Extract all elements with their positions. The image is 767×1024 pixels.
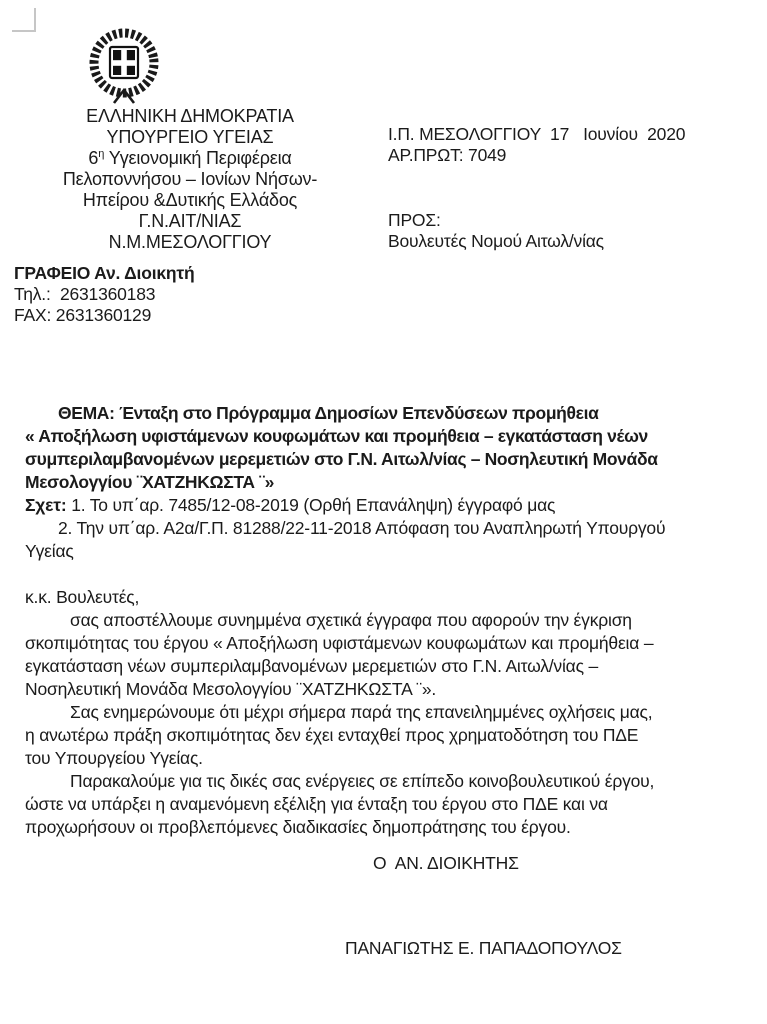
- letterhead-region-line3: Ηπείρου &Δυτικής Ελλάδος: [82, 190, 298, 210]
- signature-name: ΠΑΝΑΓΙΩΤΗΣ Ε. ΠΑΠΑΔΟΠΟΥΛΟΣ: [345, 938, 622, 958]
- body-line: Νοσηλευτική Μονάδα Μεσολογγίου ¨ΧΑΤΖΗΚΩΣΤΑ ¨».: [25, 679, 437, 699]
- letterhead-region: [15, 148, 365, 169]
- letterhead-region-line2: Πελοποννήσου – Ιονίων Νήσων-: [62, 169, 318, 189]
- to-value: Βουλευτές Νομού Αιτωλ/νίας: [388, 231, 604, 251]
- body-line: η ανωτέρω πράξη σκοπιμότητας δεν έχει ενταχθεί προς χρηματοδότηση του ΠΔΕ: [25, 725, 639, 745]
- recipient-block: [388, 210, 604, 252]
- office-fax: FAX: 2631360129: [14, 305, 152, 325]
- body-line: σας αποστέλλουμε συνημμένα σχετικά έγγραφα που αφορούν την έγκριση: [70, 610, 632, 630]
- letterhead-hospital: Γ.Ν.ΑΙΤ/ΝΙΑΣ: [138, 211, 242, 231]
- related-line: Υγείας: [25, 541, 74, 561]
- salutation: κ.κ. Βουλευτές,: [25, 587, 140, 607]
- subject-line: « Αποξήλωση υφιστάμενων κουφωμάτων και προμήθεια – εγκατάσταση νέων: [25, 426, 648, 446]
- crop-corner-mark: [12, 8, 36, 32]
- region-name: Υγειονομική Περιφέρεια: [104, 148, 292, 168]
- body-line: Παρακαλούμε για τις δικές σας ενέργειες σε επίπεδο κοινοβουλευτικού έργου,: [70, 771, 655, 791]
- letterhead-unit: Ν.Μ.ΜΕΣΟΛΟΓΓΙΟΥ: [108, 232, 272, 252]
- letterhead: [15, 106, 365, 253]
- body-line: Σας ενημερώνουμε ότι μέχρι σήμερα παρά της επανειλημμένες οχλήσεις μας,: [70, 702, 653, 722]
- subject-line: Μεσολογγίου ¨ΧΑΤΖΗΚΩΣΤΑ ¨»: [25, 472, 275, 492]
- to-label: ΠΡΟΣ:: [388, 210, 441, 230]
- protocol-number: ΑΡ.ΠΡΩΤ: 7049: [388, 145, 507, 165]
- office-title: ΓΡΑΦΕΙΟ Αν. Διοικητή: [14, 263, 195, 283]
- body-line: ώστε να υπάρξει η αναμενόμενη εξέλιξη για ένταξη του έργου στο ΠΔΕ και να: [25, 794, 608, 814]
- subject-line: ΘΕΜΑ: Ένταξη στο Πρόγραμμα Δημοσίων Επενδύσεων προμήθεια: [58, 403, 599, 423]
- greek-coat-of-arms-icon: [86, 27, 162, 112]
- body-line: σκοπιμότητας του έργου « Αποξήλωση υφιστάμενων κουφωμάτων και προμήθεια –: [25, 633, 654, 653]
- body-line: εγκατάσταση νέων συμπεριλαμβανομένων μερεμετιών στο Γ.Ν. Αιτωλ/νίας –: [25, 656, 599, 676]
- letterhead-republic: ΕΛΛΗΝΙΚΗ ΔΗΜΟΚΡΑΤΙΑ: [86, 106, 294, 126]
- subject-line: συμπεριλαμβανομένων μερεμετιών στο Γ.Ν. Αιτωλ/νίας – Νοσηλευτική Μονάδα: [25, 449, 658, 469]
- related-item1: 1. Το υπ΄αρ. 7485/12-08-2019 (Ορθή Επανάληψη) έγγραφό μας: [66, 495, 556, 515]
- office-phone: Τηλ.: 2631360183: [14, 284, 156, 304]
- body-line: προχωρήσουν οι προβλεπόμενες διαδικασίες δημοπράτησης του έργου.: [25, 817, 571, 837]
- related-label: Σχετ:: [25, 495, 67, 515]
- region-number: 6: [88, 148, 99, 168]
- reference-block: [388, 124, 685, 166]
- region-ordinal-sup: η: [98, 148, 105, 160]
- office-block: [14, 263, 195, 326]
- letterhead-ministry: ΥΠΟΥΡΓΕΙΟ ΥΓΕΙΑΣ: [106, 127, 274, 147]
- related-line: [25, 494, 747, 517]
- body-line: του Υπουργείου Υγείας.: [25, 748, 203, 768]
- letter-body: [25, 402, 747, 839]
- related-line: 2. Την υπ΄αρ. Α2α/Γ.Π. 81288/22-11-2018 Απόφαση του Αναπληρωτή Υπουργού: [58, 518, 666, 538]
- signature-title: Ο ΑΝ. ΔΙΟΙΚΗΤΗΣ: [373, 853, 519, 873]
- place-date: Ι.Π. ΜΕΣΟΛΟΓΓΙΟΥ 17 Ιουνίου 2020: [388, 124, 686, 144]
